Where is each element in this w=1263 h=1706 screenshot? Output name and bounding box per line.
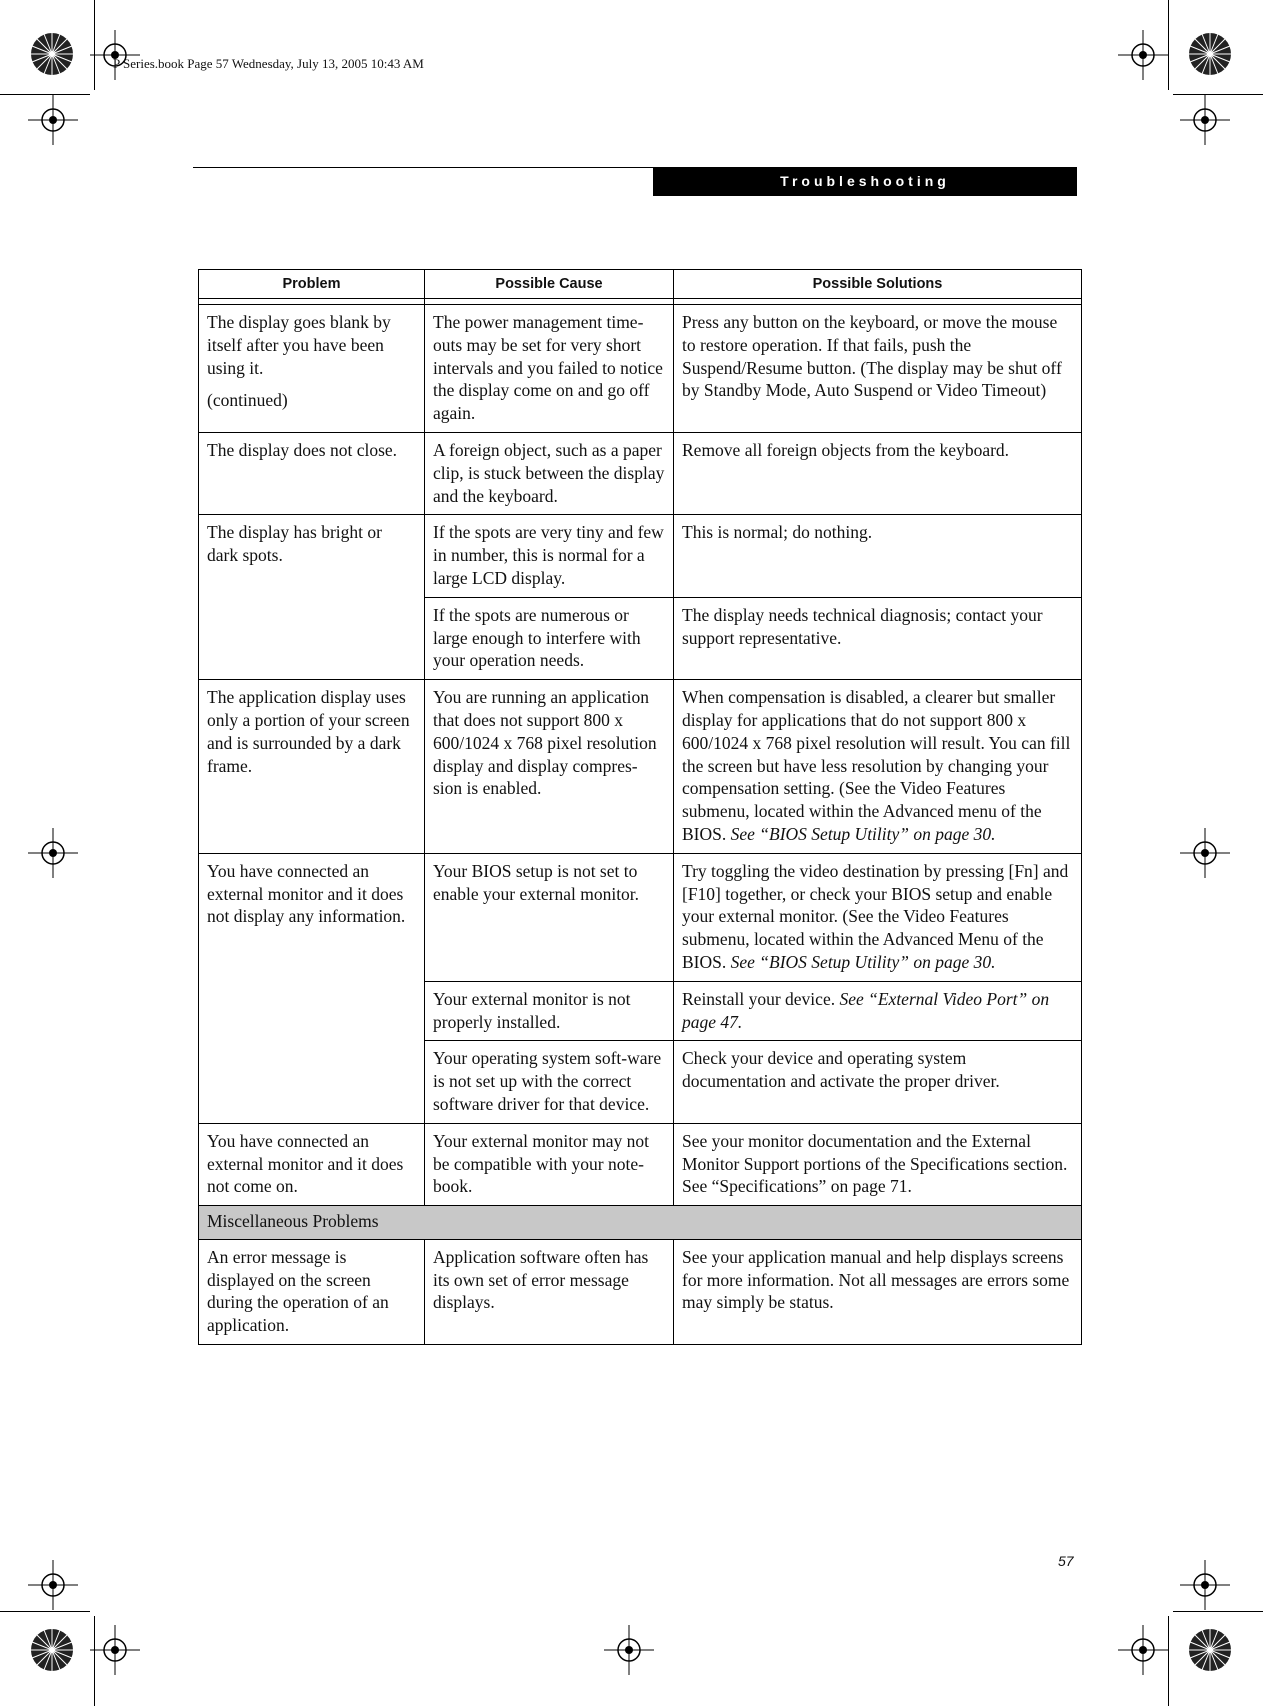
solution-cell: Remove all foreign objects from the keyboard. (674, 432, 1082, 514)
solution-cell: This is normal; do nothing. (674, 515, 1082, 597)
problem-cell: You have connected an external monitor and it does not come on. (199, 1123, 425, 1205)
cause-cell: Your operating system soft-ware is not set up with the correct software driver for that device. (425, 1041, 674, 1123)
table-row (199, 432, 1082, 514)
starburst-icon (30, 32, 74, 76)
page-number: 57 (1058, 1553, 1074, 1569)
solution-cell: Press any button on the keyboard, or move the mouse to restore operation. If that fails, push the Suspend/Resume button. (The display may be shut off by Standby Mode, Auto Suspend or Video Timeout) (674, 305, 1082, 433)
section-label: Miscellaneous Problems (199, 1206, 1082, 1240)
solution-text: Try toggling the video destination by pressing [Fn] and [F10] together, or check your BIOS setup and enable your external monitor. (See the Video Features submenu, located within the Advanced Menu of the BIOS. (682, 860, 1069, 972)
cause-cell: If the spots are very tiny and few in number, this is normal for a large LCD display. (425, 515, 674, 597)
section-title: Troubleshooting (653, 167, 1077, 196)
problem-text: The display goes blank by itself after you have been using it. (207, 312, 391, 378)
registration-mark-icon (28, 828, 78, 878)
registration-mark-icon (1180, 1560, 1230, 1610)
cause-cell: The power management time-outs may be set for very short intervals and you failed to notice the display come on and go off again. (425, 305, 674, 433)
cause-cell: Your BIOS setup is not set to enable your external monitor. (425, 853, 674, 981)
table-row (199, 305, 1082, 433)
table-row (199, 515, 1082, 597)
problem-cell (199, 305, 425, 433)
cause-cell: Your external monitor is not properly installed. (425, 981, 674, 1041)
header-rule (193, 167, 653, 168)
continued-note: (continued) (207, 390, 288, 411)
cause-cell: Your external monitor may not be compatible with your note-book. (425, 1123, 674, 1205)
problem-cell: You have connected an external monitor and it does not display any information. (199, 853, 425, 1123)
column-header-cause: Possible Cause (425, 270, 674, 299)
cross-reference-link[interactable]: See “External Video Port” on page 47. (682, 988, 1050, 1032)
solution-cell: See your application manual and help displays screens for more information. Not all messages are errors some may simply be status. (674, 1239, 1082, 1344)
table-header-row (199, 270, 1082, 299)
registration-mark-icon (1118, 1625, 1168, 1675)
section-row (199, 1206, 1082, 1240)
registration-mark-icon (90, 30, 140, 80)
troubleshooting-table (198, 269, 1082, 1345)
cause-cell: A foreign object, such as a paper clip, is stuck between the display and the keyboard. (425, 432, 674, 514)
solution-cell (674, 853, 1082, 981)
registration-mark-icon (28, 95, 78, 145)
registration-mark-icon (28, 1560, 78, 1610)
registration-mark-icon (90, 1625, 140, 1675)
solution-cell: Check your device and operating system documentation and activate the proper driver. (674, 1041, 1082, 1123)
cause-cell: Application software often has its own set of error message displays. (425, 1239, 674, 1344)
column-header-solutions: Possible Solutions (674, 270, 1082, 299)
starburst-icon (30, 1628, 74, 1672)
registration-mark-icon (1118, 30, 1168, 80)
cross-reference-link[interactable]: See “BIOS Setup Utility” on page 30. (730, 951, 996, 972)
starburst-icon (1188, 32, 1232, 76)
problem-cell: An error message is displayed on the screen during the operation of an application. (199, 1239, 425, 1344)
cause-cell: You are running an application that does not support 800 x 600/1024 x 768 pixel resolution display and display compres-sion is enabled. (425, 680, 674, 854)
registration-mark-icon (1180, 95, 1230, 145)
solution-cell (674, 981, 1082, 1041)
solution-text: When compensation is disabled, a clearer but smaller display for applications that do not support 800 x 600/1024 x 768 pixel resolution will result. You can fill the screen but have less resolution by changing your compensation setting. (See the Video Features submenu, located within the Advanced menu of the BIOS. (682, 687, 1071, 844)
starburst-icon (1188, 1628, 1232, 1672)
registration-mark-icon (1180, 828, 1230, 878)
problem-cell: The display does not close. (199, 432, 425, 514)
solution-cell: The display needs technical diagnosis; contact your support representative. (674, 597, 1082, 679)
registration-mark-icon (604, 1625, 654, 1675)
solution-cell (674, 680, 1082, 854)
table-row (199, 1239, 1082, 1344)
solution-text: Reinstall your device. (682, 988, 836, 1009)
column-header-problem: Problem (199, 270, 425, 299)
book-stamp: P Series.book Page 57 Wednesday, July 13, 2005 10:43 AM (113, 56, 424, 71)
table-row (199, 680, 1082, 854)
problem-cell: The application display uses only a portion of your screen and is surrounded by a dark frame. (199, 680, 425, 854)
cross-reference-link[interactable]: See “BIOS Setup Utility” on page 30. (730, 823, 996, 844)
table-row (199, 853, 1082, 981)
problem-cell: The display has bright or dark spots. (199, 515, 425, 680)
solution-cell: See your monitor documentation and the External Monitor Support portions of the Specifications section. See “Specifications” on page 71. (674, 1123, 1082, 1205)
cause-cell: If the spots are numerous or large enough to interfere with your operation needs. (425, 597, 674, 679)
table-row (199, 1123, 1082, 1205)
